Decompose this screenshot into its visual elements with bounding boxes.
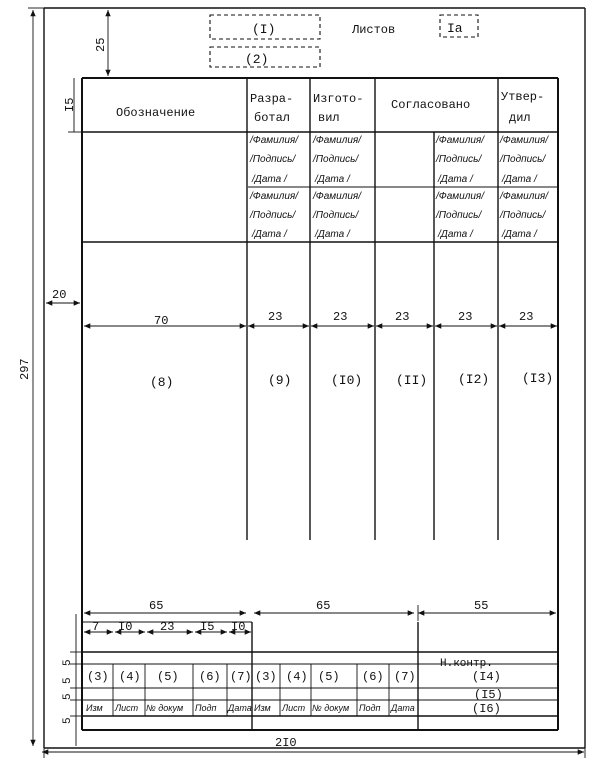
dim-stamp-w2: 65 bbox=[316, 599, 331, 613]
date-field: /Дата / bbox=[315, 174, 350, 185]
surname-field: /Фамилия/ bbox=[250, 135, 299, 146]
date-field: /Дата / bbox=[252, 174, 287, 185]
signature-field: /Подпись/ bbox=[436, 154, 482, 165]
field-8: (8) bbox=[150, 375, 174, 390]
dim-sub-w2: I0 bbox=[118, 620, 133, 634]
date-field: /Дата / bbox=[252, 229, 287, 240]
field-9: (9) bbox=[268, 373, 292, 388]
stamp-col-number: (7) bbox=[230, 670, 252, 684]
field-12: (I2) bbox=[458, 372, 490, 387]
stamp-label: Лист bbox=[282, 703, 306, 713]
stamp-col-number: (6) bbox=[199, 670, 221, 684]
dim-sub-w1: 7 bbox=[92, 620, 100, 634]
developed-header-line1: Разра- bbox=[250, 92, 294, 106]
approved-header-line1: Утвер- bbox=[501, 90, 545, 104]
dim-col-w2: 23 bbox=[333, 310, 348, 324]
approval-grid bbox=[82, 78, 558, 540]
developed-header-line2: ботал bbox=[254, 111, 291, 125]
stamp-label: Подп bbox=[195, 703, 217, 713]
dim-left-margin: 20 bbox=[52, 288, 67, 302]
dim-sub-w3: 23 bbox=[160, 620, 175, 634]
signature-block-developed bbox=[249, 135, 299, 240]
stamp-col-number: (4) bbox=[286, 670, 308, 684]
dim-stamp-w1: 65 bbox=[149, 599, 164, 613]
agreed-header: Согласовано bbox=[391, 98, 471, 112]
sheets-label: Листов bbox=[352, 23, 396, 37]
stamp-label: Дата bbox=[228, 703, 252, 713]
dim-stamp-w3: 55 bbox=[474, 599, 489, 613]
field-14: (I4) bbox=[472, 670, 501, 684]
dim-row-h2: 5 bbox=[62, 677, 74, 684]
signature-block-agreed bbox=[435, 135, 485, 240]
stamp-col-number: (3) bbox=[255, 670, 277, 684]
dim-width: 2I0 bbox=[275, 736, 297, 750]
surname-field: /Фамилия/ bbox=[313, 191, 362, 202]
stamp-col-number: (6) bbox=[362, 670, 384, 684]
dim-sub-w5: I0 bbox=[231, 620, 246, 634]
width-dimension bbox=[42, 748, 585, 758]
dim-row-h3: 5 bbox=[62, 693, 74, 700]
signature-field: /Подпись/ bbox=[500, 210, 546, 221]
manufactured-header-line1: Изгото- bbox=[313, 92, 364, 106]
stamp-label: № докум bbox=[146, 703, 184, 713]
stamp-col-number: (5) bbox=[157, 670, 179, 684]
stamp-labels-right bbox=[254, 703, 415, 713]
stamp-label: Изм bbox=[254, 703, 271, 713]
field-13: (I3) bbox=[522, 371, 554, 386]
field-10: (I0) bbox=[331, 373, 363, 388]
stamp-label: Изм bbox=[86, 703, 103, 713]
dim-col-w1: 23 bbox=[268, 310, 283, 324]
dim-col-designation: 70 bbox=[154, 314, 169, 328]
signature-field: /Подпись/ bbox=[313, 154, 359, 165]
field-11: (II) bbox=[396, 373, 428, 388]
signature-field: /Подпись/ bbox=[313, 210, 359, 221]
stamp-col-number: (4) bbox=[119, 670, 141, 684]
dim-row-h4: 5 bbox=[62, 717, 74, 724]
stamp-label: Подп bbox=[359, 703, 381, 713]
dim-top-margin: 25 bbox=[94, 37, 108, 52]
stamp-label: Дата bbox=[391, 703, 415, 713]
surname-field: /Фамилия/ bbox=[436, 135, 485, 146]
field-box-1a-label: Iа bbox=[447, 21, 463, 36]
signature-field: /Подпись/ bbox=[250, 154, 296, 165]
signature-block-manufactured bbox=[312, 135, 362, 240]
date-field: /Дата / bbox=[315, 229, 350, 240]
field-box-2-label: (2) bbox=[245, 52, 269, 67]
surname-field: /Фамилия/ bbox=[313, 135, 362, 146]
field-15: (I5) bbox=[474, 688, 503, 702]
surname-field: /Фамилия/ bbox=[250, 191, 299, 202]
signature-field: /Подпись/ bbox=[500, 154, 546, 165]
manufactured-header-line2: вил bbox=[318, 111, 340, 125]
field-16: (I6) bbox=[472, 702, 501, 716]
dim-header-row: I5 bbox=[63, 97, 77, 112]
date-field: /Дата / bbox=[502, 174, 537, 185]
date-field: /Дата / bbox=[502, 229, 537, 240]
signature-field: /Подпись/ bbox=[250, 210, 296, 221]
dim-row-h1: 5 bbox=[62, 659, 74, 666]
stamp-col-number: (5) bbox=[318, 670, 340, 684]
signature-field: /Подпись/ bbox=[436, 210, 482, 221]
norm-control-label: Н.контр. bbox=[440, 658, 493, 670]
dim-col-w5: 23 bbox=[519, 310, 534, 324]
field-box-1-label: (I) bbox=[252, 22, 276, 37]
dim-height: 297 bbox=[18, 358, 32, 380]
dim-sub-w4: I5 bbox=[200, 620, 215, 634]
surname-field: /Фамилия/ bbox=[436, 191, 485, 202]
date-field: /Дата / bbox=[438, 174, 473, 185]
surname-field: /Фамилия/ bbox=[500, 191, 549, 202]
approved-header-line2: дил bbox=[509, 111, 531, 125]
surname-field: /Фамилия/ bbox=[500, 135, 549, 146]
stamp-col-number: (3) bbox=[87, 670, 109, 684]
stamp-label: Лист bbox=[115, 703, 139, 713]
date-field: /Дата / bbox=[438, 229, 473, 240]
stamp-label: № докум bbox=[312, 703, 350, 713]
dim-col-w3: 23 bbox=[395, 310, 410, 324]
designation-header: Обозначение bbox=[116, 106, 196, 120]
stamp-col-number: (7) bbox=[394, 670, 416, 684]
signature-block-approved bbox=[499, 135, 549, 240]
stamp-column-numbers-right bbox=[255, 670, 416, 684]
dim-col-w4: 23 bbox=[458, 310, 473, 324]
